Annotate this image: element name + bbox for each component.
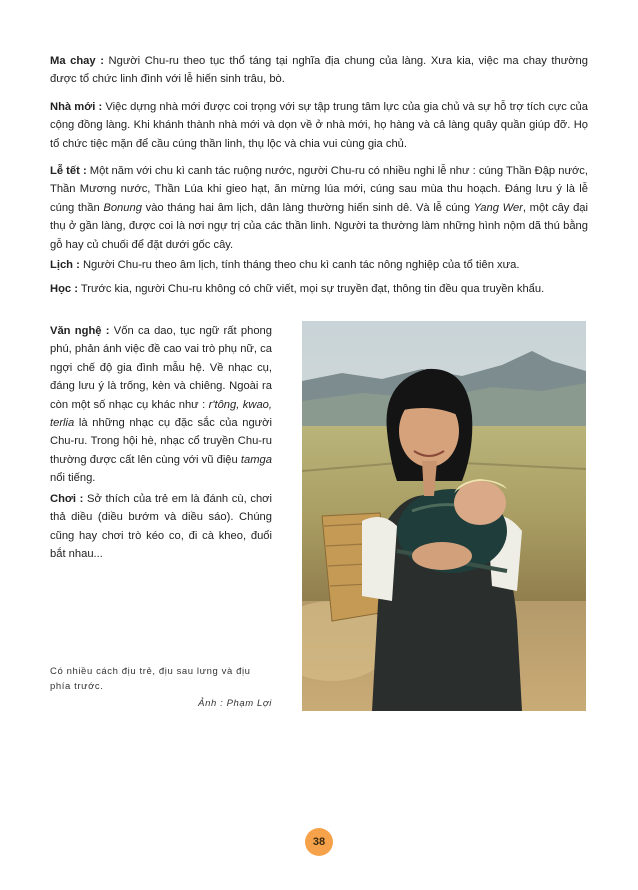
term-nha-moi: Nhà mới : xyxy=(50,101,103,113)
page-number: 38 xyxy=(312,836,326,848)
term-le-tet: Lễ tết : xyxy=(50,165,87,177)
text-van-nghe-instruments: r'tông, kwao, terlia xyxy=(50,398,272,430)
term-ma-chay: Ma chay : xyxy=(50,55,104,67)
text-le-tet-yang-wer: Yang Wer xyxy=(473,201,523,214)
text-hoc: Trước kia, người Chu-ru không có chữ viết, mọi sự truyền đạt, thông tin đều qua truyền khẩu. xyxy=(77,283,545,295)
text-choi: Sở thích của trẻ em là đánh cù, chơi thả diều (diều bướm và diều sáo). Chúng cũng hay chơi trò kéo co, đi cà kheo, đuổi bắt nhau... xyxy=(50,493,273,561)
text-ma-chay: Người Chu-ru theo tục thổ táng tại nghĩa địa chung của làng. Xưa kia, việc ma chay thường được tổ chức linh đình với lễ hiến sinh trâu, bò. xyxy=(50,55,588,86)
photo-caption: Có nhiều cách địu trẻ, địu sau lưng và địu phía trước. xyxy=(50,666,251,692)
term-hoc: Học : xyxy=(50,283,78,295)
photo-girl-carrying-baby xyxy=(302,321,586,711)
text-le-tet-bonung: Bonung xyxy=(103,201,142,214)
paragraph-choi xyxy=(50,490,272,564)
paragraph-hoc xyxy=(50,280,588,298)
text-van-nghe-1: Vốn ca dao, tục ngữ rất phong phú, phản ánh việc đề cao vai trò phụ nữ, ca ngợi chế độ gia đình mẫu hệ. Về nhạc cụ, đáng lưu ý là trống, kèn và chiêng. Ngoài ra còn một số nhạc cụ khác như : xyxy=(50,325,272,411)
page-number-badge xyxy=(305,828,333,856)
term-van-nghe: Văn nghệ : xyxy=(50,325,110,337)
paragraph-ma-chay xyxy=(50,52,588,89)
paragraph-lich xyxy=(50,256,588,274)
text-le-tet-2: vào tháng hai âm lịch, dân làng thường hiến sinh dê. Và lễ cúng xyxy=(141,201,474,214)
text-le-tet-3: , một cây đại thụ ở gần làng, được coi là nơi ngự trị của các thần linh. Người ta thường làm những hình nộm dã thú bằng gỗ hay củ chuối để đặt dưới gốc cây. xyxy=(50,201,588,251)
term-lich: Lịch : xyxy=(50,259,80,271)
text-nha-moi: Việc dựng nhà mới được coi trọng với sự tập trung tâm lực của gia chủ và sự hỗ trợ tích cực của cộng đồng làng. Khi khánh thành nhà mới và dọn về ở nhà mới, họ hàng và cả làng quây quần giúp đỡ. Họ tổ chức tiệc mặn để cầu cúng thần linh, thụ lộc và chia vui cùng gia chủ. xyxy=(50,101,588,150)
text-van-nghe-2: là những nhạc cụ đặc sắc của người Chu-ru. Trong hội hè, nhạc cổ truyền Chu-ru thường được cất lên cùng với vũ điệu xyxy=(50,417,272,466)
paragraph-van-nghe xyxy=(50,322,272,488)
paragraph-nha-moi xyxy=(50,98,588,153)
text-le-tet-1: Một năm với chu kì canh tác ruộng nước, người Chu-ru có nhiều nghi lễ như : cúng Thần Đập nước, Thần Mương nước, Thần Lúa khi gieo hạt, ăn mừng lúa mới, cúng sau mùa thu hoạch. Đáng lưu ý là lễ cúng thần xyxy=(50,165,589,214)
photo-credit: Ảnh : Phạm Lợi xyxy=(198,698,272,709)
paragraph-le-tet xyxy=(50,162,588,254)
text-van-nghe-tamga: tamga xyxy=(240,453,272,466)
term-choi: Chơi : xyxy=(50,493,84,505)
text-van-nghe-3: nổi tiếng. xyxy=(50,472,96,485)
text-lich: Người Chu-ru theo âm lịch, tính tháng theo chu kì canh tác nông nghiệp của tổ tiên xưa. xyxy=(79,259,520,271)
